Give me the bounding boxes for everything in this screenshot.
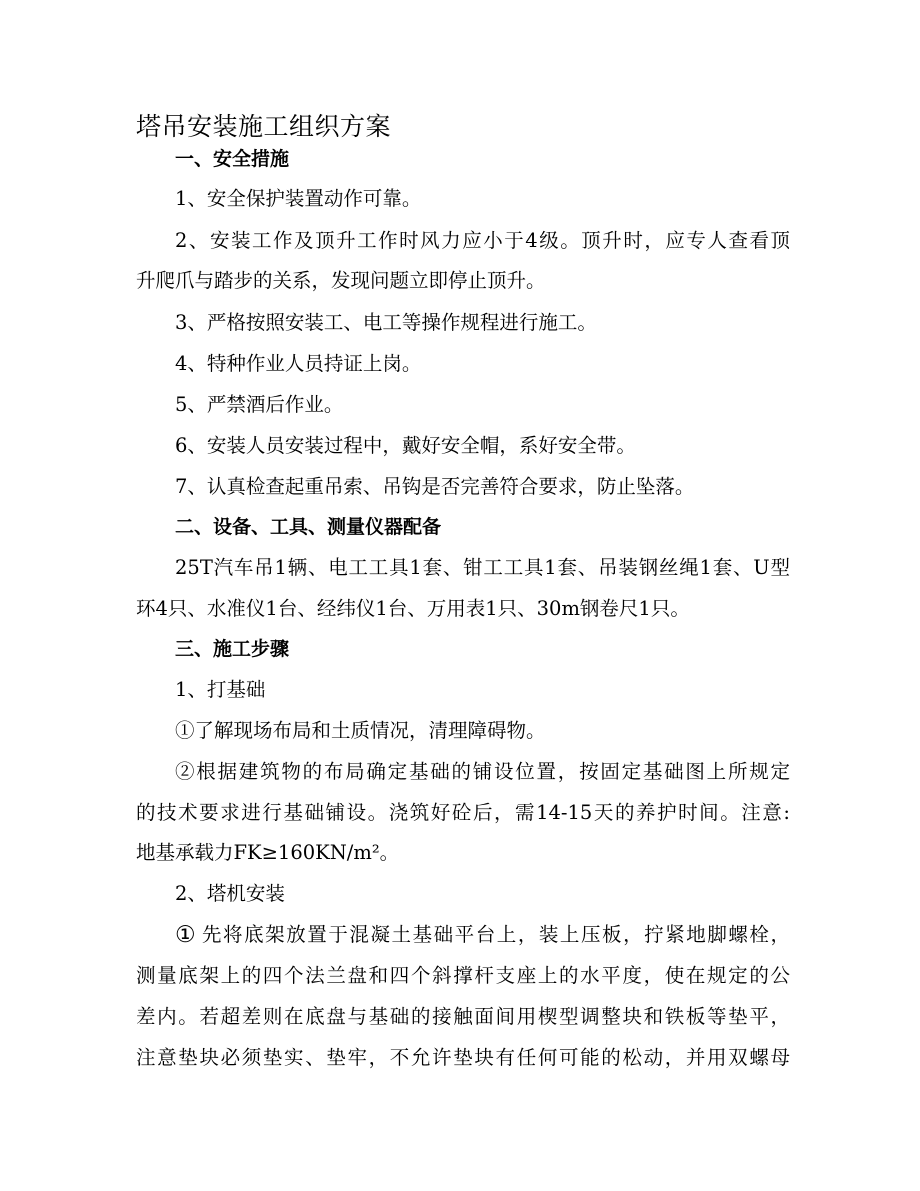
paragraph-line: 2、安装工作及顶升工作时风力应小于4级。顶升时，应专人查看顶 (175, 229, 790, 252)
paragraph-line: 升爬爪与踏步的关系，发现问题立即停止顶升。 (136, 269, 546, 292)
paragraph-line: 地基承载力FK≥160KN/m²。 (136, 841, 400, 864)
document-title: 塔吊安装施工组织方案 (136, 112, 392, 141)
section-heading-safety: 一、安全措施 (175, 148, 290, 170)
paragraph-line: 1、安全保护装置动作可靠。 (175, 187, 422, 210)
paragraph-line: 注意垫块必须垫实、垫牢，不允许垫块有任何可能的松动，并用双螺母 (136, 1046, 790, 1069)
paragraph-line: 5、严禁酒后作业。 (175, 393, 344, 416)
subsection-heading: 1、打基础 (175, 678, 266, 701)
section-heading-steps: 三、施工步骤 (175, 638, 290, 660)
paragraph-line: 测量底架上的四个法兰盘和四个斜撑杆支座上的水平度，使在规定的公 (136, 964, 790, 987)
list-marker (175, 920, 205, 951)
paragraph-line: 4、特种作业人员持证上岗。 (175, 352, 422, 375)
paragraph-line: 差内。若超差则在底盘与基础的接触面间用楔型调整块和铁板等垫平， (136, 1005, 790, 1028)
paragraph-line: ①了解现场布局和土质情况，清理障碍物。 (175, 719, 546, 742)
subsection-heading: 2、塔机安装 (175, 882, 285, 905)
circled-number-marker: ① (175, 922, 196, 948)
paragraph-line: 3、严格按照安装工、电工等操作规程进行施工。 (175, 311, 597, 334)
paragraph-line: 25T汽车吊1辆、电工工具1套、钳工工具1套、吊装钢丝绳1套、U型 (175, 556, 790, 579)
paragraph-line: 7、认真检查起重吊索、吊钩是否完善符合要求，防止坠落。 (175, 475, 695, 498)
section-heading-equipment: 二、设备、工具、测量仪器配备 (175, 516, 442, 538)
paragraph-line: 6、安装人员安装过程中，戴好安全帽，系好安全带。 (175, 434, 636, 457)
paragraph-line: 先将底架放置于混凝土基础平台上，装上压板，拧紧地脚螺栓， (202, 923, 790, 946)
paragraph-line: 环4只、水准仪1台、经纬仪1台、万用表1只、30m钢卷尺1只。 (136, 597, 690, 620)
paragraph-line: ②根据建筑物的布局确定基础的铺设位置，按固定基础图上所规定 (175, 760, 790, 783)
paragraph-line: 的技术要求进行基础铺设。浇筑好砼后，需14-15天的养护时间。注意: (136, 801, 790, 824)
